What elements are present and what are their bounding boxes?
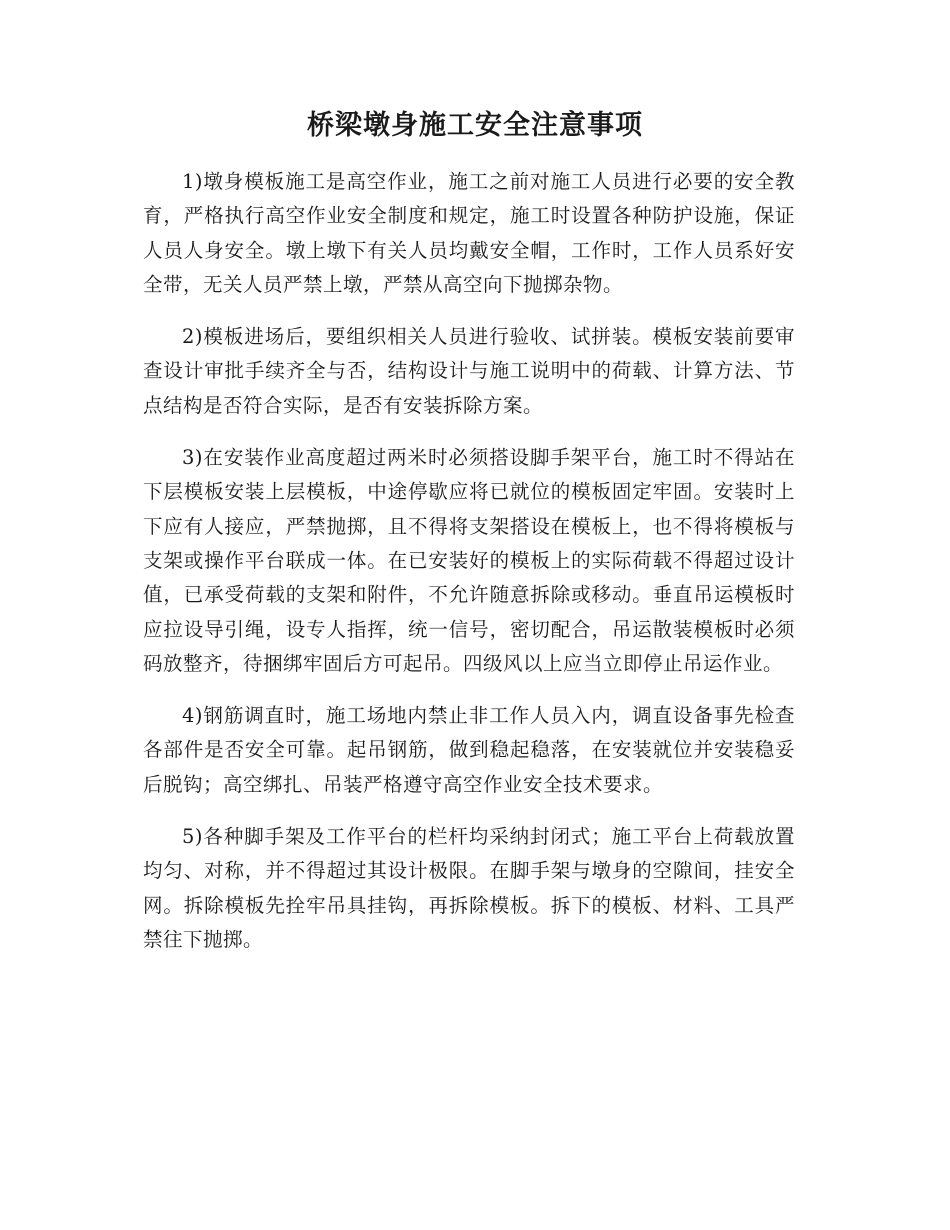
document-body [143,165,795,975]
paragraph-1: 1)墩身模板施工是高空作业，施工之前对施工人员进行必要的安全教育，严格执行高空作业安全制度和规定，施工时设置各种防护设施，保证人员人身安全。墩上墩下有关人员均戴安全帽，工作时，工作人员系好安全带，无关人员严禁上墩，严禁从高空向下抛掷杂物。 [143,170,795,296]
document-title: 桥梁墩身施工安全注意事项 [307,110,643,141]
paragraph-3: 3)在安装作业高度超过两米时必须搭设脚手架平台，施工时不得站在下层模板安装上层模板，中途停歇应将已就位的模板固定牢固。安装时上下应有人接应，严禁抛掷，且不得将支架搭设在模板上，也不得将模板与支架或操作平台联成一体。在已安装好的模板上的实际荷载不得超过设计值，已承受荷载的支架和附件，不允许随意拆除或移动。垂直吊运模板时应拉设导引绳，设专人指挥，统一信号，密切配合，吊运散装模板时必须码放整齐，待捆绑牢固后方可起吊。四级风以上应当立即停止吊运作业。 [143,446,795,675]
paragraph-4: 4)钢筋调直时，施工场地内禁止非工作人员入内，调直设备事先检查各部件是否安全可靠。起吊钢筋，做到稳起稳落，在安装就位并安装稳妥后脱钩；高空绑扎、吊装严格遵守高空作业安全技术要求。 [143,704,795,796]
paragraph-2: 2)模板进场后，要组织相关人员进行验收、试拼装。模板安装前要审查设计审批手续齐全与否，结构设计与施工说明中的荷载、计算方法、节点结构是否符合实际，是否有安装拆除方案。 [143,325,795,417]
paragraph-5: 5)各种脚手架及工作平台的栏杆均采纳封闭式；施工平台上荷载放置均匀、对称，并不得超过其设计极限。在脚手架与墩身的空隙间，挂安全网。拆除模板先拴牢吊具挂钩，再拆除模板。拆下的模板、材料、工具严禁往下抛掷。 [143,825,795,951]
